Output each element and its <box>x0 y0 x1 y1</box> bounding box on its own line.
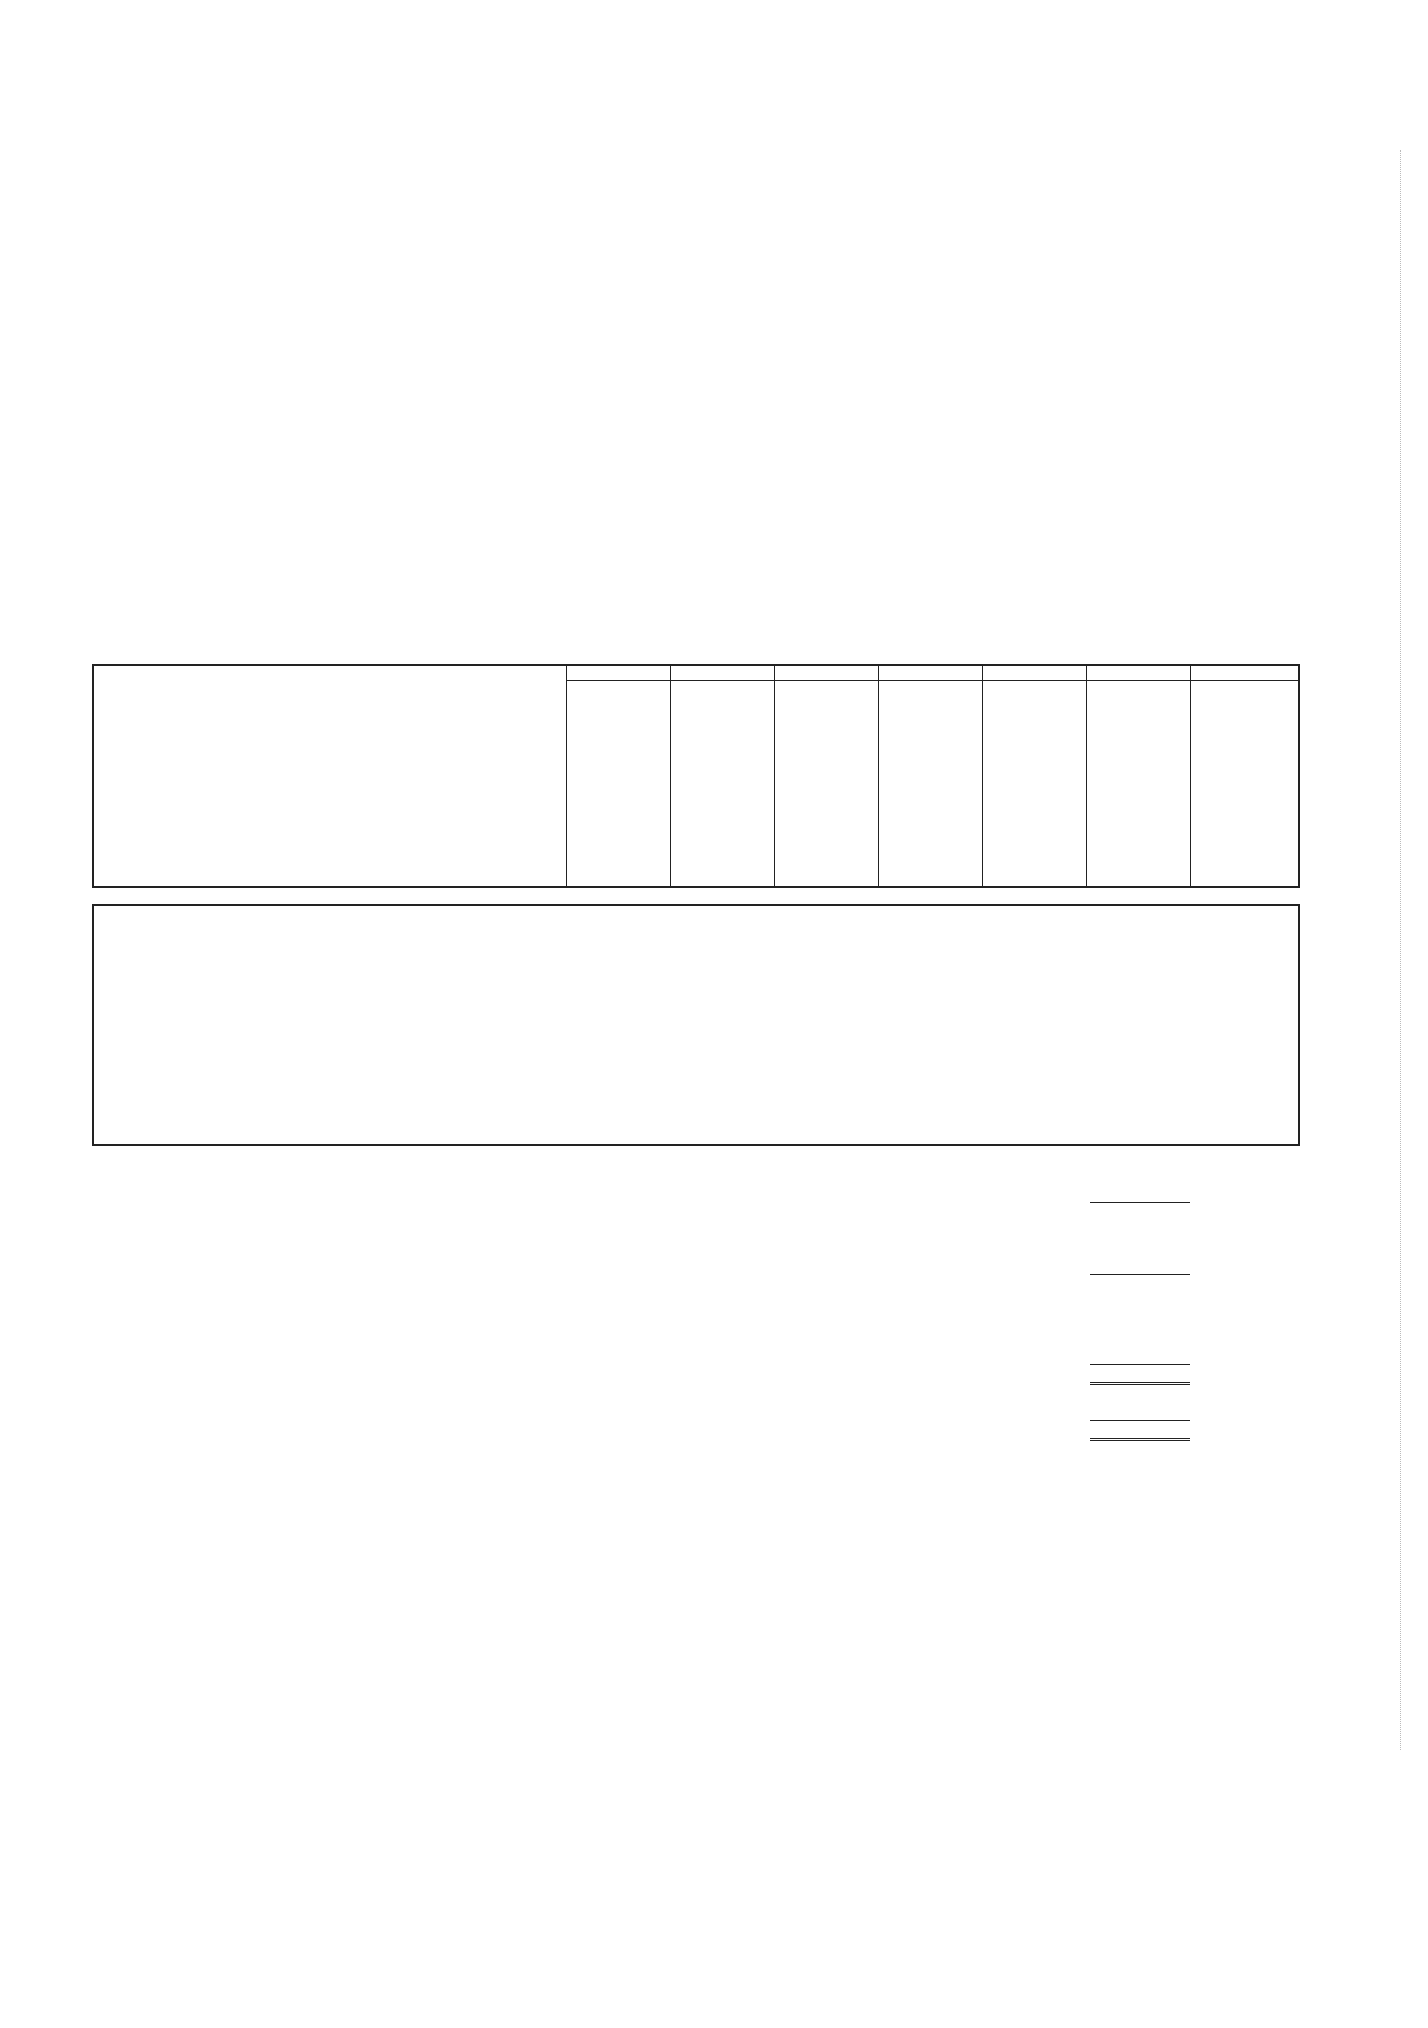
column-divider <box>774 666 775 886</box>
underline <box>1090 1364 1190 1365</box>
underline <box>1090 1274 1190 1275</box>
column-divider <box>878 666 879 886</box>
underline <box>1090 1202 1190 1203</box>
double-underline <box>1090 1438 1190 1441</box>
scan-edge-line <box>1400 150 1401 1750</box>
column-divider <box>1086 666 1087 886</box>
column-divider <box>670 666 671 886</box>
engineering-table <box>92 904 1300 1146</box>
double-underline <box>1090 1382 1190 1385</box>
surveying-table <box>92 664 1300 888</box>
column-divider <box>566 666 567 886</box>
underline <box>1090 1420 1190 1421</box>
column-divider <box>982 666 983 886</box>
column-divider <box>1190 666 1191 886</box>
banner-line <box>566 680 1298 681</box>
